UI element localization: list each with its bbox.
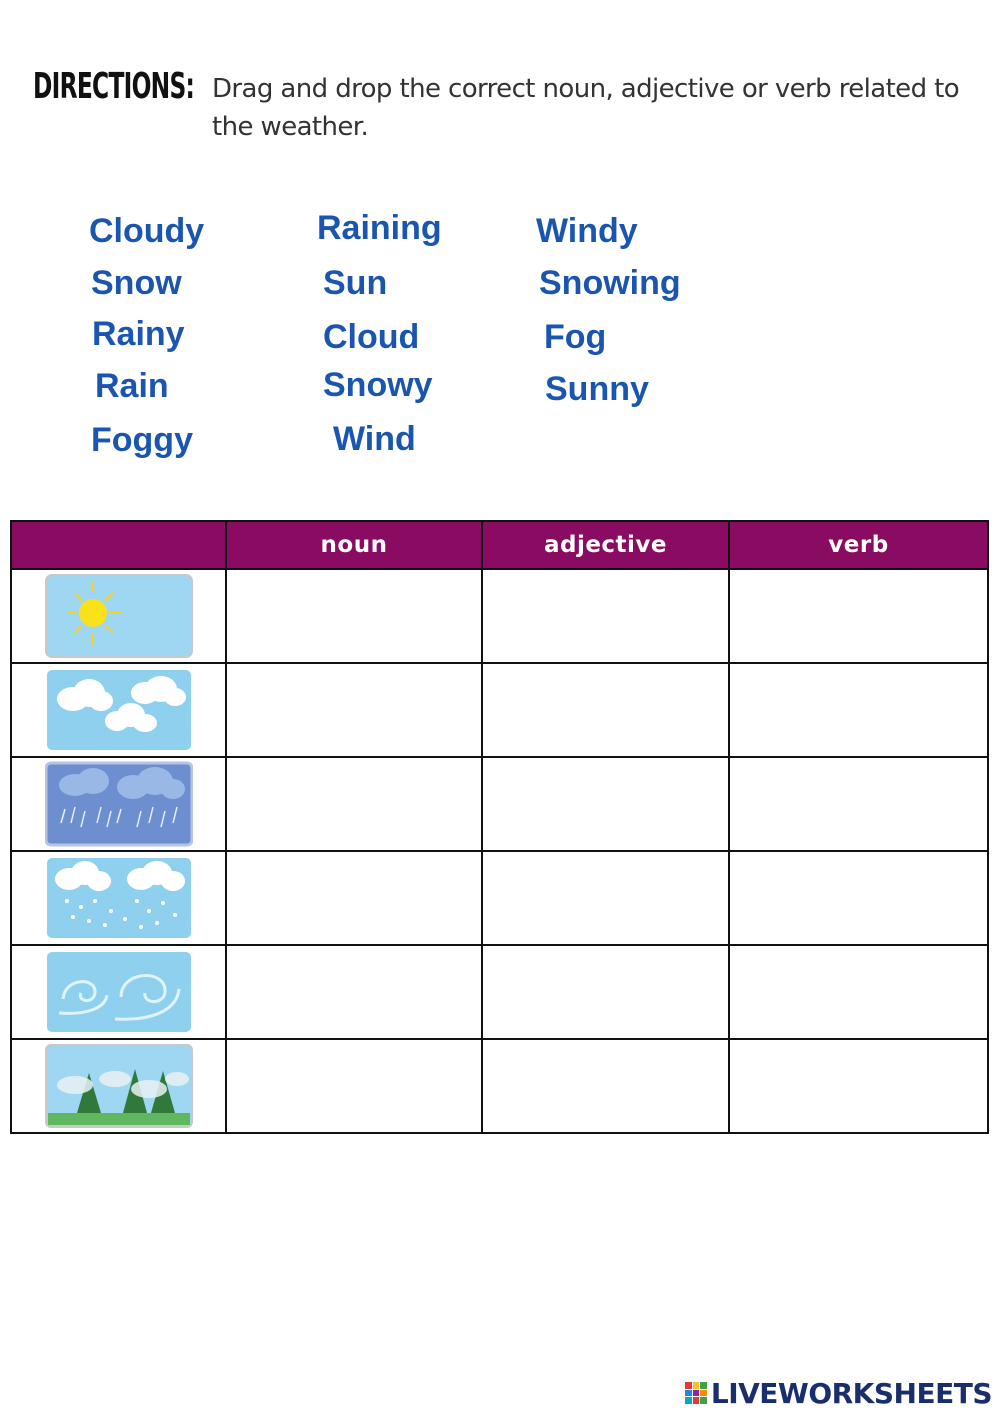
word-fog[interactable]: Fog: [544, 318, 607, 356]
liveworksheets-logo: [685, 1376, 992, 1410]
table-header-row: [11, 521, 988, 569]
noun-drop-3[interactable]: [226, 757, 482, 851]
table-row: [11, 569, 988, 663]
word-snowing[interactable]: Snowing: [539, 264, 681, 302]
directions-text: Drag and drop the correct noun, adjective or verb related to the weather.: [212, 74, 960, 142]
adjective-drop-5[interactable]: [482, 945, 729, 1039]
word-cloudy[interactable]: Cloudy: [89, 212, 205, 250]
image-cell: [11, 945, 226, 1039]
word-snowy[interactable]: Snowy: [323, 366, 433, 404]
noun-drop-1[interactable]: [226, 569, 482, 663]
word-foggy[interactable]: Foggy: [91, 421, 193, 459]
word-wind[interactable]: Wind: [333, 420, 416, 458]
header-verb: verb: [729, 521, 988, 569]
adjective-drop-4[interactable]: [482, 851, 729, 945]
image-cell: [11, 757, 226, 851]
image-cell: [11, 851, 226, 945]
noun-drop-5[interactable]: [226, 945, 482, 1039]
word-sunny[interactable]: Sunny: [545, 370, 649, 408]
directions-label: DIRECTIONS:: [33, 66, 195, 107]
verb-drop-2[interactable]: [729, 663, 988, 757]
adjective-drop-6[interactable]: [482, 1039, 729, 1133]
verb-drop-6[interactable]: [729, 1039, 988, 1133]
image-cell: [11, 663, 226, 757]
snow-icon: [45, 855, 193, 941]
word-windy[interactable]: Windy: [536, 212, 638, 250]
wind-icon: [45, 949, 193, 1035]
adjective-drop-1[interactable]: [482, 569, 729, 663]
word-sun[interactable]: Sun: [323, 264, 388, 302]
weather-table: [10, 520, 989, 1134]
table-row: [11, 945, 988, 1039]
noun-drop-6[interactable]: [226, 1039, 482, 1133]
fog-icon: [45, 1043, 193, 1129]
verb-drop-1[interactable]: [729, 569, 988, 663]
table-row: [11, 663, 988, 757]
header-adjective: adjective: [482, 521, 729, 569]
image-cell: [11, 569, 226, 663]
sun-icon: [45, 573, 193, 659]
liveworksheets-logo-icon: [685, 1382, 707, 1404]
header-noun: noun: [226, 521, 482, 569]
word-cloud[interactable]: Cloud: [323, 318, 420, 356]
word-rain[interactable]: Rain: [95, 367, 169, 405]
header-image: [11, 521, 226, 569]
word-snow[interactable]: Snow: [91, 264, 182, 302]
brand-name: LIVEWORKSHEETS: [710, 1376, 992, 1410]
word-rainy[interactable]: Rainy: [92, 315, 185, 353]
verb-drop-3[interactable]: [729, 757, 988, 851]
verb-drop-4[interactable]: [729, 851, 988, 945]
clouds-icon: [45, 667, 193, 753]
adjective-drop-3[interactable]: [482, 757, 729, 851]
noun-drop-4[interactable]: [226, 851, 482, 945]
table-row: [11, 1039, 988, 1133]
rain-icon: [45, 761, 193, 847]
adjective-drop-2[interactable]: [482, 663, 729, 757]
image-cell: [11, 1039, 226, 1133]
table-row: [11, 851, 988, 945]
noun-drop-2[interactable]: [226, 663, 482, 757]
verb-drop-5[interactable]: [729, 945, 988, 1039]
table-row: [11, 757, 988, 851]
word-raining[interactable]: Raining: [317, 209, 442, 247]
